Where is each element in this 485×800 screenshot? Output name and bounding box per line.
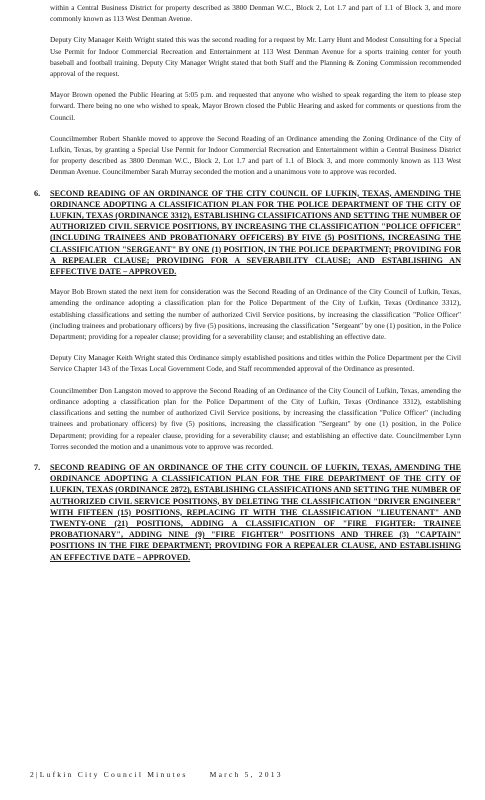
body-paragraph-2: Deputy City Manager Keith Wright stated this was the second reading for a request by Mr. Larry Hunt and Modest Consulting for a Special Use Permit for Indoor Commercial Recreation and Entertainment at 113 West Denman Avenue for a sports training center for youth baseball and football training. Deputy City Manager Wright stated that both Staff and the Planning & Zoning Commission recommended approval of the request. xyxy=(50,35,461,79)
footer-page-number: 2 xyxy=(30,770,36,779)
footer-date: March 5, 2013 xyxy=(209,770,283,779)
body-paragraph-3: Mayor Brown opened the Public Hearing at 5:05 p.m. and requested that anyone who wished to speak regarding the item to please step forward. There being no one who wished to speak, Mayor Brown closed the Public Hearing and asked for comments or questions from the Council. xyxy=(50,90,461,122)
page-footer xyxy=(30,770,457,779)
agenda-item-6 xyxy=(34,188,461,278)
item6-paragraph-2: Deputy City Manager Keith Wright stated this Ordinance simply established positions and titles within the Police Department per the Civil Service Chapter 143 of the Texas Local Government Code, and Staff recommended approval of the Ordinance as presented. xyxy=(50,353,461,374)
minutes-body xyxy=(34,2,461,572)
agenda-item-7 xyxy=(34,462,461,563)
body-paragraph-4: Councilmember Robert Shankle moved to approve the Second Reading of an Ordinance amending the Zoning Ordinance of the City of Lufkin, Texas, by granting a Special Use Permit for Indoor Commercial Recreation and Entertainment within a Central Business District for property described as 3800 Denman W.C., Block 2, Lot 1.7 and part of 1.1 of Block 3, and more commonly known as 113 West Denman Avenue. Councilmember Sarah Murray seconded the motion and a unanimous vote to approve was recorded. xyxy=(50,133,461,177)
footer-separator: | xyxy=(36,770,40,779)
item6-paragraph-1: Mayor Bob Brown stated the next item for consideration was the Second Reading of an Ordinance of the City Council of Lufkin, Texas, amending the ordinance adopting a classification plan for the Police Department of the City of Lufkin, Texas (Ordinance 3312), establishing classifications and setting the number of authorized Civil Service positions, by increasing the classification "Police Officer" (including trainees and probationary officers) by five (5) positions, increasing the classification "Sergeant" by one (1) position, in the Police Department; providing for a repealer clause; providing for a severability clause; and establishing an effective date. xyxy=(50,287,461,342)
agenda-item-heading: SECOND READING OF AN ORDINANCE OF THE CITY COUNCIL OF LUFKIN, TEXAS, AMENDING THE ORDINANCE ADOPTING A CLASSIFICATION PLAN FOR THE FIRE DEPARTMENT OF THE CITY OF LUFKIN, TEXAS (ORDINANCE 2872), ESTABLISHING CLASSIFICATIONS AND SETTING THE NUMBER OF AUTHORIZED CIVIL SERVICE POSITIONS, BY DELETING THE CLASSIFICATION "DRIVER ENGINEER" WITH FIFTEEN (15) POSITIONS, REPLACING IT WITH THE CLASSIFICATION "LIEUTENANT" AND TWENTY-ONE (21) POSITIONS, ADDING A CLASSIFICATION OF "FIRE FIGHTER: TRAINEE PROBATIONARY", ADDING NINE (9) "FIRE FIGHTER" POSITIONS AND THREE (3) "CAPTAIN" POSITIONS IN THE FIRE DEPARTMENT; PROVIDING FOR A REPEALER CLAUSE, AND ESTABLISHING AN EFFECTIVE DATE – APPROVED. xyxy=(50,462,461,562)
agenda-item-number: 6. xyxy=(34,188,41,198)
agenda-item-number: 7. xyxy=(34,462,41,472)
body-paragraph-1: within a Central Business District for property described as 3800 Denman W.C., Block 2, Lot 1.7 and part of 1.1 of Block 3, and more commonly known as 113 West Denman Avenue. xyxy=(50,3,461,24)
agenda-item-heading: SECOND READING OF AN ORDINANCE OF THE CITY COUNCIL OF LUFKIN, TEXAS, AMENDING THE ORDINANCE ADOPTING A CLASSIFICATION PLAN FOR THE POLICE DEPARTMENT OF THE CITY OF LUFKIN, TEXAS (ORDINANCE 3312), ESTABLISHING CLASSIFICATIONS AND SETTING THE NUMBER OF AUTHORIZED CIVIL SERVICE POSITIONS, BY INCREASING THE CLASSIFICATION "POLICE OFFICER" (INCLUDING TRAINEES AND PROBATIONARY OFFICERS) BY FIVE (5) POSITIONS, INCREASING THE CLASSIFICATION "SERGEANT" BY ONE (1) POSITION, IN THE POLICE DEPARTMENT; PROVIDING FOR A REPEALER CLAUSE; PROVIDING FOR A SEVERABILITY CLAUSE; AND ESTABLISHING AN EFFECTIVE DATE – APPROVED. xyxy=(50,188,461,277)
item6-paragraph-3: Councilmember Don Langston moved to approve the Second Reading of an Ordinance of the City Council of Lufkin, Texas, amending the ordinance adopting a classification plan for the Police Department of the City of Lufkin, Texas (Ordinance 3312), establishing classifications and setting the number of authorized Civil Service positions, by increasing the classification "Police Officer" (including trainees and probationary officers) by five (5) positions, increasing the classification "Sergeant" by one (1) position, in the Police Department; providing for a repealer clause, providing for a severability clause; and establishing an effective date. Councilmember Lynn Torres seconded the motion and a unanimous vote to approve was recorded. xyxy=(50,385,461,451)
footer-title: Lufkin City Council Minutes xyxy=(39,770,188,779)
